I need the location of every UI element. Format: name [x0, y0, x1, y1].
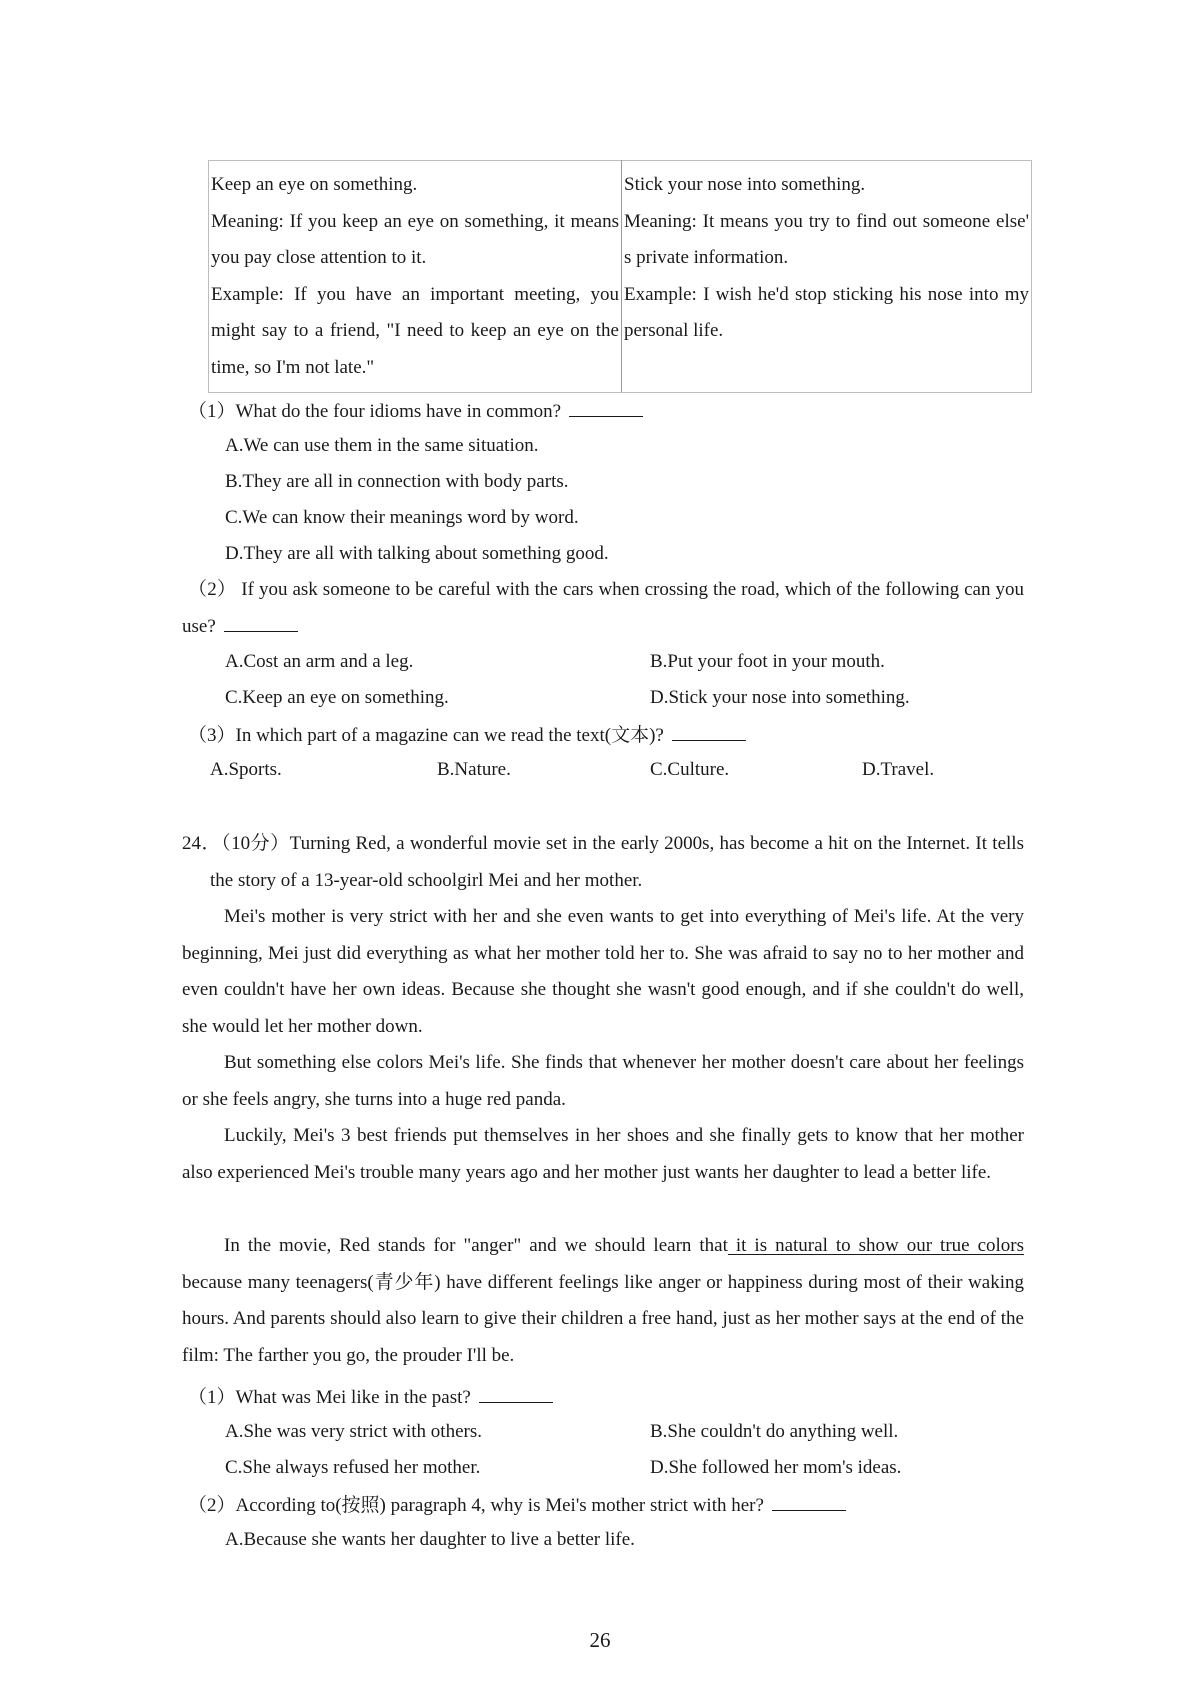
q23-sub3-option-b: B.Nature.	[437, 759, 511, 780]
q24-sub1-option-a: A.She was very strict with others.	[225, 1421, 482, 1442]
idiom-example: Example: If you have an important meeting, you might say to a friend, "I need to keep an eye on the time, so I'm not late."	[211, 283, 619, 378]
answer-blank[interactable]	[672, 722, 746, 741]
q23-sub2-option-b: B.Put your foot in your mouth.	[650, 651, 885, 672]
idiom-cell-keep-an-eye	[209, 161, 622, 393]
question-number: 24．	[182, 833, 222, 854]
q23-sub3-option-a: A.Sports.	[210, 759, 282, 780]
q23-sub1-option-b: B.They are all in connection with body parts.	[225, 471, 569, 492]
answer-blank[interactable]	[569, 398, 643, 417]
passage-paragraph: In the movie, Red stands for "anger" and we should learn that it is natural to show our true colors because many teenagers(青少年) have different feelings like anger or happiness during most of their waking hours. And parents should also learn to give their children a free hand, just as her mother says at the end of the film: The farther you go, the prouder I'll be.	[182, 1235, 1024, 1366]
q24-sub2-stem: （2）According to(按照) paragraph 4, why is Mei's mother strict with her?	[188, 1492, 846, 1518]
idiom-table-row	[209, 161, 1032, 393]
passage-paragraph: But something else colors Mei's life. She finds that whenever her mother doesn't care about her feelings or she feels angry, she turns into a huge red panda.	[182, 1052, 1024, 1110]
question-score: （10分）	[221, 833, 290, 854]
idiom-example: Example: I wish he'd stop sticking his nose into my personal life.	[624, 283, 1029, 341]
q23-sub1-stem: （1）What do the four idioms have in common?	[188, 398, 643, 424]
idiom-meaning: Meaning: It means you try to find out someone else' s private information.	[624, 210, 1029, 268]
answer-blank[interactable]	[479, 1384, 553, 1403]
idiom-meaning: Meaning: If you keep an eye on something, it means you pay close attention to it.	[211, 210, 619, 268]
q23-sub3-option-c: C.Culture.	[650, 759, 730, 780]
q23-sub2-stem: （2） If you ask someone to be careful with the cars when crossing the road, which of the following can you use?	[182, 579, 1024, 637]
passage-paragraph: Luckily, Mei's 3 best friends put themselves in her shoes and she finally gets to know that her mother also experienced Mei's trouble many years ago and her mother just wants her daughter to lead a better life.	[182, 1125, 1024, 1183]
answer-blank[interactable]	[224, 613, 298, 632]
page-number: 26	[589, 1628, 611, 1652]
q23-sub1-option-c: C.We can know their meanings word by word.	[225, 507, 579, 528]
idiom-title: Keep an eye on something.	[211, 174, 418, 195]
q24-sub2-option-a: A.Because she wants her daughter to live a better life.	[225, 1529, 635, 1550]
q23-sub1-option-a: A.We can use them in the same situation.	[225, 435, 539, 456]
q23-sub2-option-c: C.Keep an eye on something.	[225, 687, 449, 708]
q24-sub1-option-d: D.She followed her mom's ideas.	[650, 1457, 902, 1478]
idiom-table	[208, 160, 1032, 393]
q24-sub1-stem: （1）What was Mei like in the past?	[188, 1384, 553, 1410]
q23-sub3-option-d: D.Travel.	[862, 759, 935, 780]
q23-sub1-option-d: D.They are all with talking about something good.	[225, 543, 609, 564]
q24-sub1-option-c: C.She always refused her mother.	[225, 1457, 481, 1478]
underlined-phrase: it is natural to show our true colors	[727, 1235, 1024, 1256]
q24-sub1-option-b: B.She couldn't do anything well.	[650, 1421, 899, 1442]
idiom-title: Stick your nose into something.	[624, 174, 866, 195]
q23-sub2-option-a: A.Cost an arm and a leg.	[225, 651, 414, 672]
q23-sub2-option-d: D.Stick your nose into something.	[650, 687, 910, 708]
idiom-cell-stick-your-nose	[622, 161, 1032, 393]
q23-sub3-stem: （3）In which part of a magazine can we read the text(文本)?	[188, 722, 746, 748]
passage-paragraph: Mei's mother is very strict with her and she even wants to get into everything of Mei's life. At the very beginning, Mei just did everything as what her mother told her to. She was afraid to say no to her mother and even couldn't have her own ideas. Because she thought she wasn't good enough, and if she couldn't do well, she would let her mother down.	[182, 906, 1024, 1037]
q24-intro: 24．（10分）Turning Red, a wonderful movie set in the early 2000s, has become a hit on the Internet. It tells the story of a 13-year-old schoolgirl Mei and her mother.	[182, 833, 1024, 891]
answer-blank[interactable]	[772, 1492, 846, 1511]
